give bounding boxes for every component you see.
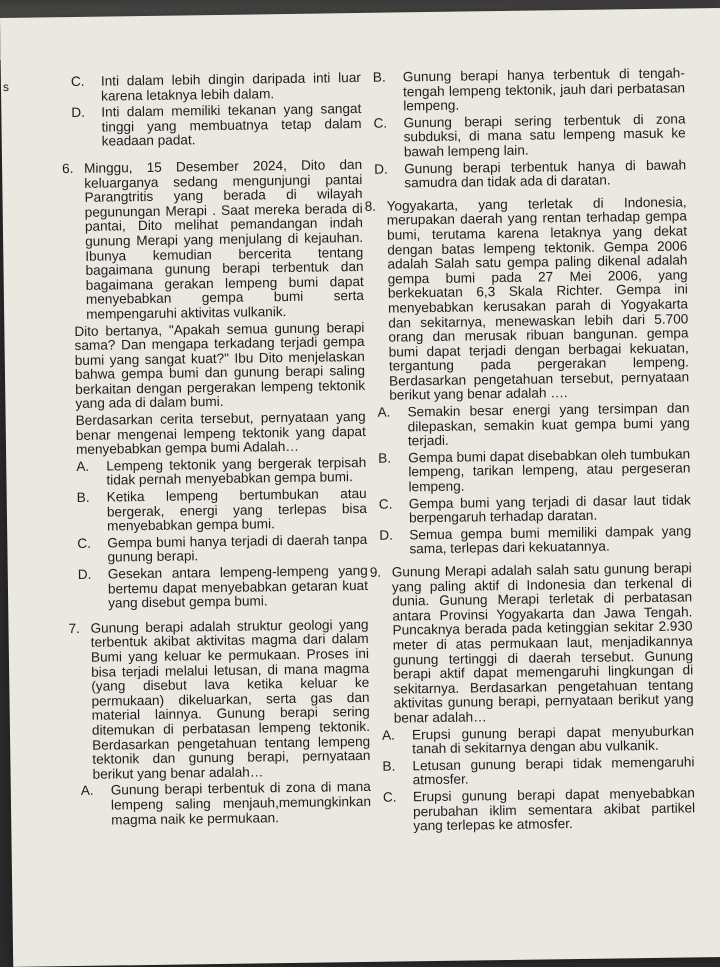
option-c[interactable]: C. Gunung berapi sering terbentuk di zona subduksi, di mana satu lempeng masuk ke bawah lempeng lain. [373,111,686,160]
question-number: 9. [369,564,382,580]
question-number: 6. [62,160,74,177]
question-passage: Gunung Merapi adalah salah satu gunung berapi yang paling aktif di Indonesia dan terkenal di dunia. Gunung Merapi terletak di perbatasan antara Provinsi Yogyakarta dan Jawa Tengah. Puncaknya berada pada ketinggian sekitar 2.930 meter di atas permukaan laut, menjadikannya gunung tertinggi di daerah tersebut. Gunung berapi aktif dapat memengaruhi lingkungan di sekitarnya. Berdasarkan pengetahuan tentang aktivitas gunung berapi, pernyataan berikut yang benar adalah… [391,560,694,726]
option-d[interactable]: D. Semua gempa bumi memiliki dampak yang sama, terlepas dari kekuatannya. [379,523,692,557]
question-passage: Yogyakarta, yang terletak di Indonesia, merupakan daerah yang rentan terhadap gempa bumi, terutama karena letaknya yang dekat dengan batas lempeng tektonik. Gempa 2006 adalah Salah satu gempa paling dikenal adalah gempa bumi pada 27 Mei 2006, yang berkekuatan 6,3 Skala Richter. Gempa ini menyebabkan kerusakan parah di Yogyakarta dan sekitarnya, menewaskan lebih dari 5.700 orang dan merusak ribuan bangunan. gempa bumi dapat terjadi dengan berbagai kekuatan, tergantung pada pergerakan lempeng. Berdasarkan pengetahuan tersebut, pernyataan berikut yang benar adalah …. [386,194,690,404]
question-number: 8. [364,198,377,214]
option-a[interactable]: A. Lempeng tektonik yang bergerak terpisah tidak pernah menyebabkan gempa bumi. [76,454,367,488]
left-column [62,69,372,830]
corner-mark: s [2,79,10,94]
question-8 [364,194,692,558]
option-b[interactable]: B. Letusan gunung berapi tidak memengaruhi atmosfer. [382,754,695,788]
question-5-continued [71,71,362,150]
option-c[interactable]: C. Gempa bumi yang terjadi di dasar laut tidak berpengaruh terhadap daratan. [378,492,691,526]
question-7 [68,616,372,828]
question-passage-2: Dito bertanya, "Apakah semua gunung berapi sama? Dan mengapa terkadang terjadi gempa bumi yang sangat kuat?" Ibu Dito menjelaskan bahwa gempa bumi dan gunung berapi saling berkaitan dengan pergerakan lempeng tektonik yang ada di dalam bumi. [74,319,366,412]
worksheet-page [0,8,720,967]
question-6 [62,156,369,612]
question-number: 7. [68,620,80,636]
question-passage: Gunung berapi adalah struktur geologi yang terbentuk akibat aktivitas magma dari dalam Bumi yang keluar ke permukaan. Proses ini bisa terjadi melalui letusan, di mana magma (yang disebut lava ketika keluar ke permukaan) dikeluarkan, serta gas dan material lainnya. Gunung berapi sering ditemukan di perbatasan lempeng tektonik. Berdasarkan pengetahuan tentang lempeng tektonik dan gunung berapi, pernyataan berikut yang benar adalah… [90,616,371,782]
option-d[interactable]: D. Gunung berapi terbentuk hanya di bawah samudra dan tidak ada di daratan. [374,156,687,191]
option-a[interactable]: A. Erupsi gunung berapi dapat menyuburkan tanah di sekitarnya dengan abu vulkanik. [381,722,695,757]
question-9 [369,560,696,834]
option-c[interactable]: C. Gempa bumi hanya terjadi di daerah tanpa gunung berapi. [77,531,368,565]
right-column [364,65,696,836]
question-prompt: Berdasarkan cerita tersebut, pernyataan yang benar mengenai lempeng tektonik yang dapat menyebabkan gempa bumi Adalah… [75,408,366,458]
option-d[interactable]: D. Inti dalam memiliki tekanan yang sangat tinggi yang membuatnya tetap dalam keadaan padat. [71,101,362,149]
option-c[interactable]: C. Erupsi gunung berapi dapat menyebabkan perubahan iklim sementara akibat partikel yang terlepas ke atmosfer. [382,785,696,834]
option-b[interactable]: B. Ketika lempeng bertumbukan atau bergerak, energi yang terlepas bisa menyebabkan gempa bumi. [76,485,367,534]
option-a[interactable]: A. Semakin besar energi yang tersimpan dan dilepaskan, semakin kuat gempa bumi yang terjadi. [377,400,690,449]
option-b[interactable]: B. Gempa bumi dapat disebabkan oleh tumbukan lempeng, tarikan lempeng, atau pergeseran lempeng. [378,446,691,495]
option-d[interactable]: D. Gesekan antara lempeng-lempeng yang bertemu dapat menyebabkan getaran kuat yang disebut gempa bumi. [77,562,369,611]
question-passage: Minggu, 15 Desember 2024, Dito dan keluarganya sedang mengunjungi pantai Parangtritis yang berada di wilayah pegunungan Merapi . Saat mereka berada di pantai, Dito melihat pemandangan indah gunung Merapi yang menjulang di kejauhan. Ibunya kemudian bercerita tentang bagaimana gunung berapi terbentuk dan bagaimana gerakan lempeng bumi dapat menyebabkan gempa bumi serta mempengaruhi aktivitas vulkanik. [84,156,365,322]
option-b[interactable]: B. Gunung berapi hanya terbentuk di tengah-tengah lempeng tektonik, jauh dari perbatasan lempeng. [372,65,686,114]
question-7-continued [373,66,687,191]
option-a[interactable]: A. Gunung berapi terbentuk di zona di mana lempeng saling menjauh,memungkinkan magma naik ke permukaan. [80,779,372,828]
option-c[interactable]: C. Inti dalam lebih dingin daripada inti luar karena letaknya lebih dalam. [70,69,361,104]
